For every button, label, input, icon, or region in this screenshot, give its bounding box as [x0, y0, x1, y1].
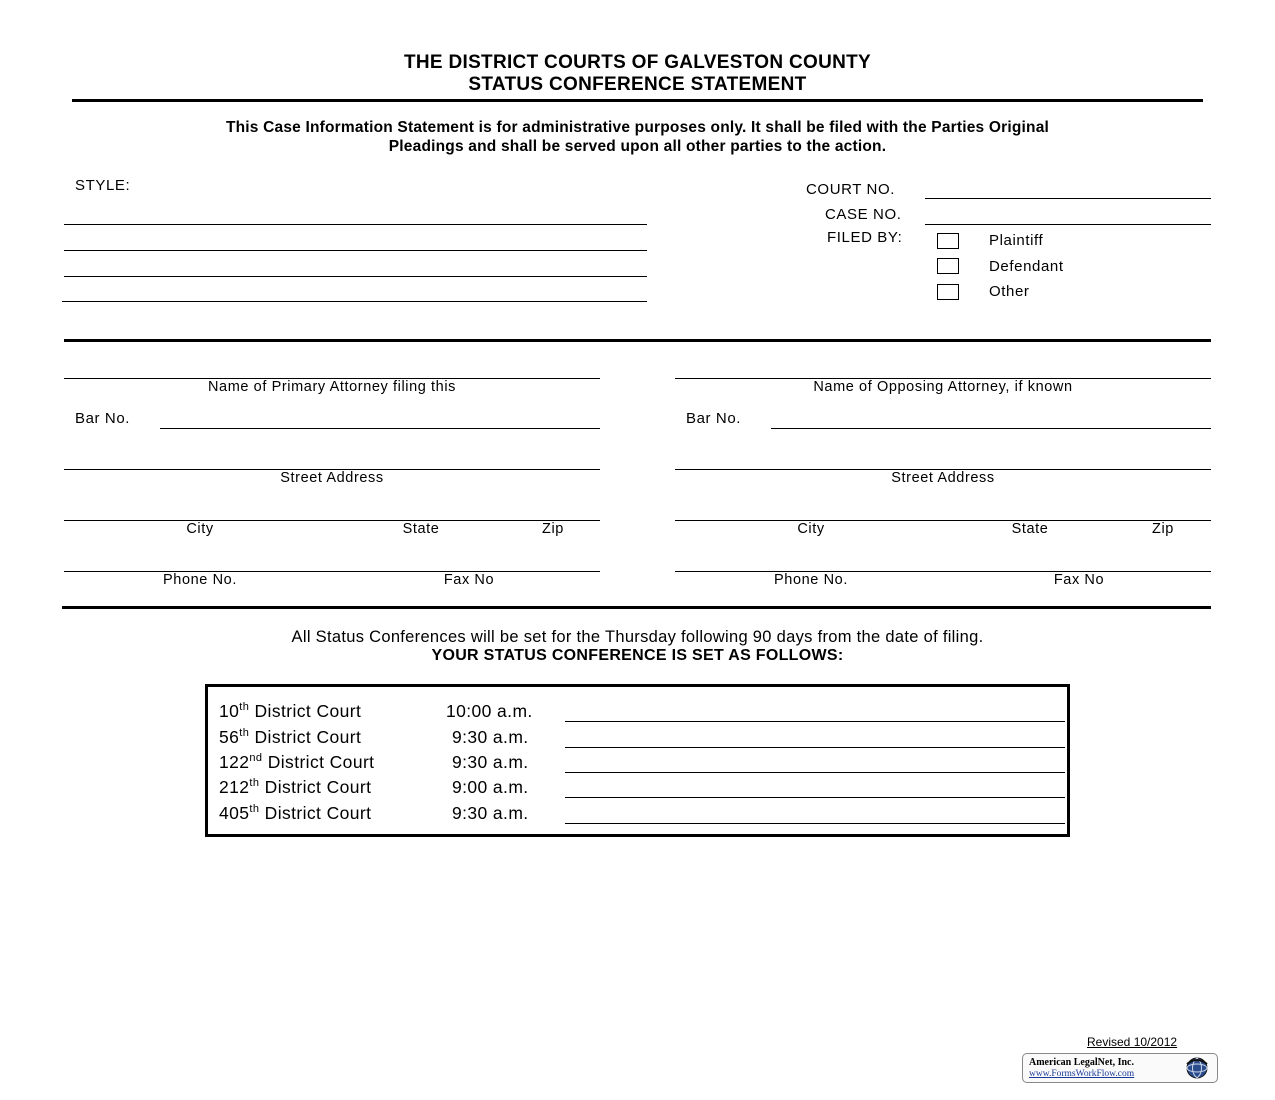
court-suffix: th — [239, 727, 250, 739]
court-212-label — [219, 777, 371, 798]
other-checkbox[interactable] — [937, 284, 959, 300]
style-line-4[interactable] — [62, 279, 647, 302]
publisher-name: American LegalNet, Inc. — [1029, 1057, 1134, 1068]
opposing-bar-label: Bar No. — [686, 410, 742, 427]
opposing-attorney-name-caption: Name of Opposing Attorney, if known — [813, 379, 1073, 395]
filed-by-label: FILED BY: — [827, 229, 903, 246]
primary-phone-caption: Phone No. — [163, 572, 237, 588]
defendant-label: Defendant — [989, 258, 1064, 275]
section-rule-2 — [62, 606, 1211, 609]
primary-attorney-name-input[interactable] — [64, 356, 600, 379]
header-rule — [72, 99, 1203, 102]
plaintiff-checkbox[interactable] — [937, 233, 959, 249]
section-rule-1 — [64, 339, 1211, 342]
style-line-1[interactable] — [64, 202, 647, 225]
opposing-state-caption: State — [1011, 521, 1049, 537]
opposing-phone-fax-input[interactable] — [675, 549, 1211, 572]
court-405-time: 9:30 a.m. — [452, 803, 529, 823]
court-suffix: th — [249, 777, 260, 789]
court-number: 122 — [219, 752, 250, 772]
court-405-date-input[interactable] — [565, 801, 1065, 824]
primary-phone-fax-input[interactable] — [64, 549, 600, 572]
form-subtitle: STATUS CONFERENCE STATEMENT — [468, 74, 807, 95]
court-suffix: th — [249, 803, 260, 815]
court-name: District Court — [264, 803, 372, 823]
court-10-date-input[interactable] — [565, 699, 1065, 722]
primary-bar-input[interactable] — [160, 406, 600, 429]
court-name: District Court — [254, 727, 362, 747]
court-212-time: 9:00 a.m. — [452, 777, 529, 797]
style-line-3[interactable] — [64, 254, 647, 277]
form-title: THE DISTRICT COURTS OF GALVESTON COUNTY — [403, 52, 871, 73]
court-number: 212 — [219, 777, 250, 797]
primary-street-input[interactable] — [64, 447, 600, 470]
conference-heading: YOUR STATUS CONFERENCE IS SET AS FOLLOWS: — [431, 647, 844, 664]
court-no-label: COURT NO. — [806, 181, 896, 198]
court-122-time: 9:30 a.m. — [452, 752, 529, 772]
opposing-bar-input[interactable] — [771, 406, 1211, 429]
conference-info: All Status Conferences will be set for the Thursday following 90 days from the date of filing. — [291, 628, 984, 646]
court-10-label — [219, 701, 361, 722]
primary-state-caption: State — [402, 521, 440, 537]
case-no-input[interactable] — [925, 202, 1211, 225]
court-56-time: 9:30 a.m. — [452, 727, 529, 747]
court-number: 10 — [219, 701, 240, 721]
globe-icon — [1183, 1056, 1211, 1080]
publisher-logo — [1022, 1053, 1218, 1083]
court-suffix: th — [239, 701, 250, 713]
opposing-phone-caption: Phone No. — [774, 572, 848, 588]
notice-line-2: Pleadings and shall be served upon all other parties to the action. — [388, 138, 887, 155]
primary-city-state-zip-input[interactable] — [64, 498, 600, 521]
court-name: District Court — [267, 752, 375, 772]
court-no-input[interactable] — [925, 176, 1211, 199]
court-name: District Court — [264, 777, 372, 797]
court-122-date-input[interactable] — [565, 750, 1065, 773]
court-56-date-input[interactable] — [565, 725, 1065, 748]
court-56-label — [219, 727, 361, 748]
other-label: Other — [989, 283, 1030, 300]
case-no-label: CASE NO. — [825, 206, 902, 223]
opposing-attorney-name-input[interactable] — [675, 356, 1211, 379]
court-number: 56 — [219, 727, 240, 747]
primary-zip-caption: Zip — [542, 521, 564, 537]
style-line-2[interactable] — [64, 228, 647, 251]
court-212-date-input[interactable] — [565, 775, 1065, 798]
court-name: District Court — [254, 701, 362, 721]
style-label: STYLE: — [75, 177, 131, 194]
opposing-street-input[interactable] — [675, 447, 1211, 470]
revised-date: Revised 10/2012 — [1087, 1035, 1178, 1049]
court-405-label — [219, 803, 371, 824]
court-number: 405 — [219, 803, 250, 823]
opposing-zip-caption: Zip — [1152, 521, 1174, 537]
court-suffix: nd — [249, 752, 263, 764]
court-122-label — [219, 752, 374, 773]
primary-city-caption: City — [186, 521, 214, 537]
opposing-fax-caption: Fax No — [1053, 572, 1105, 588]
publisher-url[interactable]: www.FormsWorkFlow.com — [1029, 1069, 1135, 1079]
defendant-checkbox[interactable] — [937, 258, 959, 274]
opposing-street-caption: Street Address — [891, 470, 995, 486]
plaintiff-label: Plaintiff — [989, 232, 1044, 249]
opposing-city-caption: City — [797, 521, 825, 537]
primary-bar-label: Bar No. — [75, 410, 131, 427]
primary-fax-caption: Fax No — [443, 572, 495, 588]
primary-attorney-name-caption: Name of Primary Attorney filing this — [207, 379, 457, 395]
notice-line-1: This Case Information Statement is for administrative purposes only. It shall be filed with the Parties Original — [225, 119, 1050, 136]
opposing-city-state-zip-input[interactable] — [675, 498, 1211, 521]
court-10-time: 10:00 a.m. — [446, 701, 533, 721]
primary-street-caption: Street Address — [280, 470, 384, 486]
